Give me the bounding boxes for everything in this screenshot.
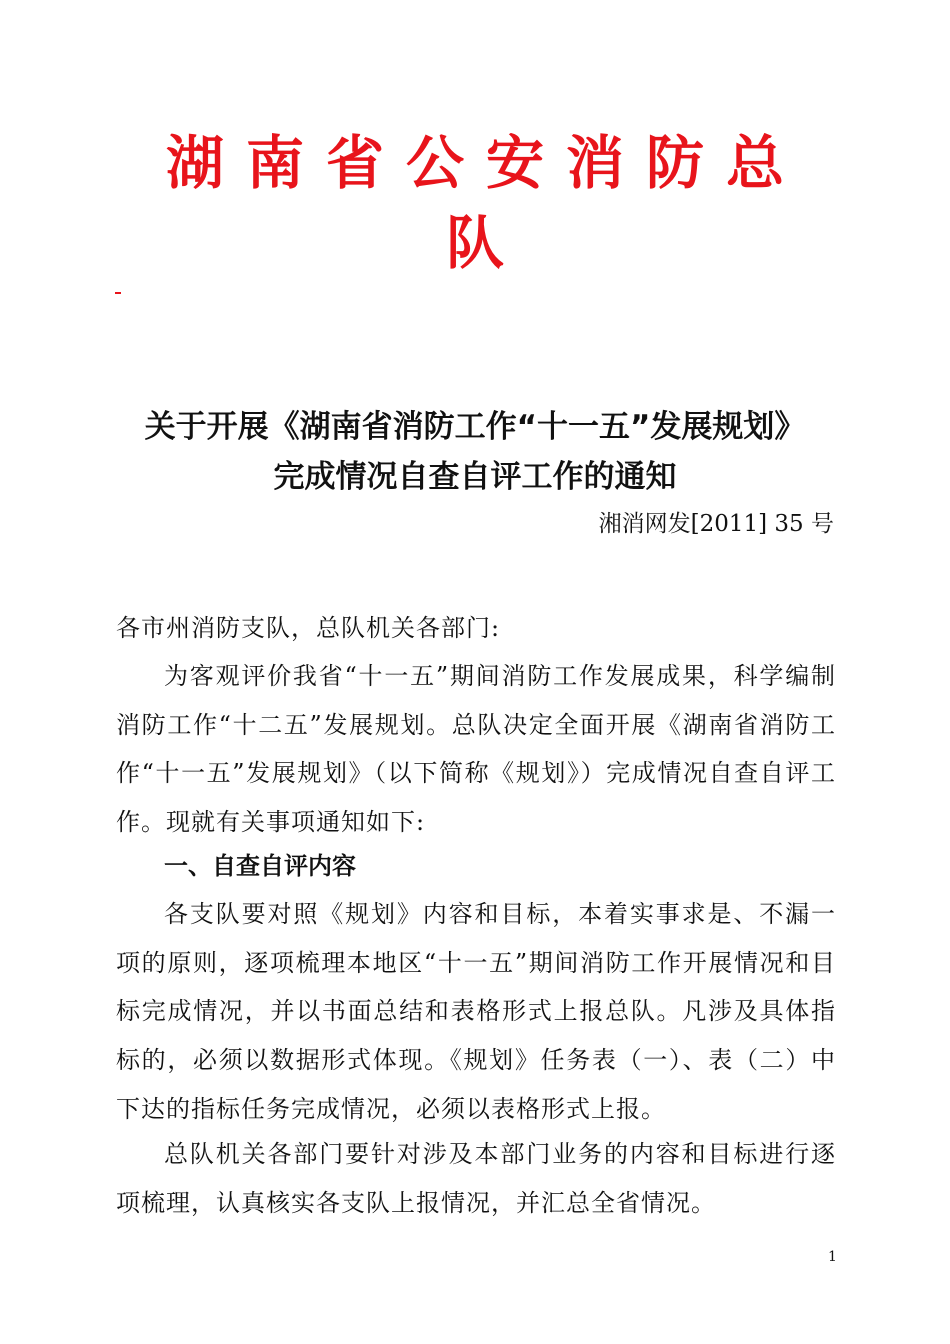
issuing-organization-line1: 湖南省公安消防总 — [165, 129, 806, 197]
page-number: 1 — [828, 1249, 837, 1265]
section1-heading: 一、自查自评内容 — [164, 852, 356, 880]
document-title-line2: 完成情况自查自评工作的通知 — [273, 459, 677, 495]
issuing-organization-line2: 队 — [445, 209, 504, 277]
red-header-mark — [115, 292, 121, 294]
salutation: 各市州消防支队，总队机关各部门: — [116, 614, 501, 642]
document-title-line1: 关于开展《湖南省消防工作“十一五”发展规划》 — [144, 409, 806, 445]
section1-paragraph2: 总队机关各部门要针对涉及本部门业务的内容和目标进行逐项梳理，认真核实各支队上报情况，并汇总全省情况。 — [116, 1140, 836, 1217]
intro-paragraph: 为客观评价我省“十一五”期间消防工作发展成果，科学编制消防工作“十二五”发展规划。总队决定全面开展《湖南省消防工作“十一五”发展规划》（以下简称《规划》）完成情况自查自评工作。现就有关事项通知如下: — [116, 662, 836, 837]
document-number: 湘消网发[2011] 35 号 — [598, 511, 834, 537]
section1-paragraph1: 各支队要对照《规划》内容和目标，本着实事求是、不漏一项的原则，逐项梳理本地区“十一五”期间消防工作开展情况和目标完成情况，并以书面总结和表格形式上报总队。凡涉及具体指标的，必须以数据形式体现。《规划》任务表（一）、表（二）中下达的指标任务完成情况，必须以表格形式上报。 — [116, 900, 836, 1123]
